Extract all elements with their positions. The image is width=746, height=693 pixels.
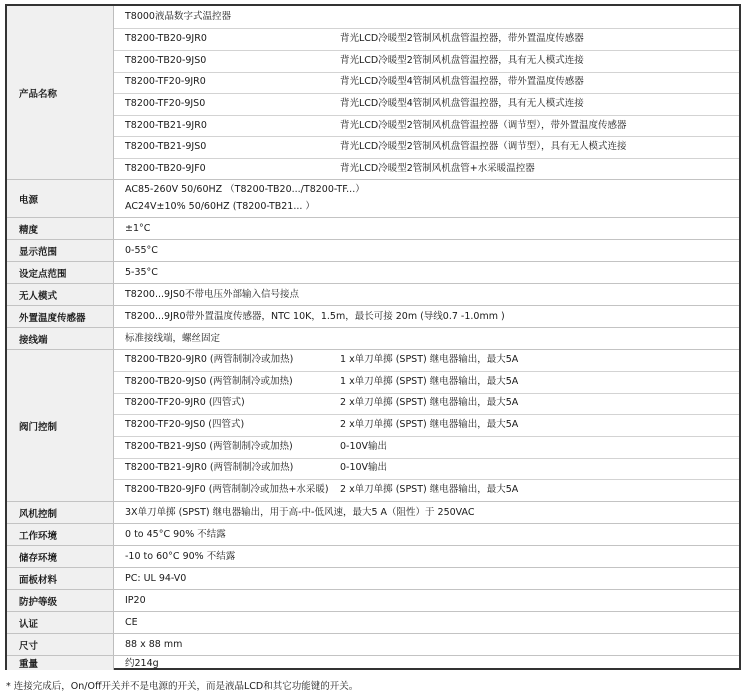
protection-value: IP20 bbox=[125, 595, 146, 606]
valve-output: 0-10V输出 bbox=[340, 441, 388, 452]
product-model-desc: 背光LCD冷暖型2管制风机盘管温控器，具有无人模式连接 bbox=[340, 55, 584, 66]
external-sensor-label: 外置温度传感器 bbox=[7, 306, 114, 327]
product-model-code: T8200-TF20-9JR0 bbox=[125, 76, 206, 87]
terminal-value: 标准接线端，螺丝固定 bbox=[125, 333, 221, 344]
product-model-code: T8200-TB20-9JF0 bbox=[125, 163, 206, 174]
valve-output: 1 x单刀单掷 (SPST) 继电器输出，最大5A bbox=[340, 354, 519, 365]
size-label: 尺寸 bbox=[7, 634, 114, 655]
size-value: 88 x 88 mm bbox=[125, 639, 183, 650]
spec-table bbox=[5, 4, 741, 670]
unoccupied-value: T8200...9JS0不带电压外部输入信号接点 bbox=[125, 289, 299, 300]
protection-label: 防护等级 bbox=[7, 590, 114, 611]
power-line-1: AC85-260V 50/60HZ （T8200-TB20.../T8200-TF...） bbox=[125, 184, 365, 195]
valve-model: T8200-TB20-9JF0 (两管制制冷或加热+水采暖) bbox=[125, 484, 329, 495]
storage-value: -10 to 60°C 90% 不结露 bbox=[125, 551, 236, 562]
product-model-code: T8200-TB20-9JS0 bbox=[125, 55, 207, 66]
product-model-code: T8200-TB20-9JR0 bbox=[125, 33, 207, 44]
valve-label: 阀门控制 bbox=[7, 350, 114, 501]
product-model-desc: 背光LCD冷暖型2管制风机盘管温控器（调节型），具有无人模式连接 bbox=[340, 141, 627, 152]
material-value: PC: UL 94-V0 bbox=[125, 573, 187, 584]
material-label: 面板材料 bbox=[7, 568, 114, 589]
product-model-desc: 背光LCD冷暖型4管制风机盘管温控器，带外置温度传感器 bbox=[340, 76, 584, 87]
certification-label: 认证 bbox=[7, 612, 114, 633]
valve-model: T8200-TB21-9JS0 (两管制制冷或加热) bbox=[125, 441, 293, 452]
valve-output: 2 x单刀单掷 (SPST) 继电器输出，最大5A bbox=[340, 419, 519, 430]
external-sensor-value: T8200...9JR0带外置温度传感器，NTC 10K，1.5m，最长可接 20m (导线0.7 -1.0mm ) bbox=[125, 311, 505, 322]
product-label: 产品名称 bbox=[7, 6, 114, 179]
product-header: T8000液晶数字式温控器 bbox=[125, 11, 231, 22]
valve-output: 2 x单刀单掷 (SPST) 继电器输出，最大5A bbox=[340, 397, 519, 408]
setpoint-range-label: 设定点范围 bbox=[7, 262, 114, 283]
weight-label: 重量 bbox=[7, 656, 114, 670]
setpoint-range-value: 5-35°C bbox=[125, 267, 158, 278]
product-model-desc: 背光LCD冷暖型2管制风机盘管温控器，带外置温度传感器 bbox=[340, 33, 584, 44]
product-model-code: T8200-TF20-9JS0 bbox=[125, 98, 206, 109]
unoccupied-label: 无人模式 bbox=[7, 284, 114, 305]
storage-label: 储存环境 bbox=[7, 546, 114, 567]
accuracy-label: 精度 bbox=[7, 218, 114, 239]
product-model-desc: 背光LCD冷暖型4管制风机盘管温控器，具有无人模式连接 bbox=[340, 98, 584, 109]
accuracy-value: ±1°C bbox=[125, 223, 151, 234]
valve-model: T8200-TB21-9JR0 (两管制制冷或加热) bbox=[125, 462, 294, 473]
environment-value: 0 to 45°C 90% 不结露 bbox=[125, 529, 226, 540]
valve-output: 0-10V输出 bbox=[340, 462, 388, 473]
valve-model: T8200-TF20-9JR0 (四管式) bbox=[125, 397, 245, 408]
terminal-label: 接线端 bbox=[7, 328, 114, 349]
valve-output: 2 x单刀单掷 (SPST) 继电器输出，最大5A bbox=[340, 484, 519, 495]
environment-label: 工作环境 bbox=[7, 524, 114, 545]
valve-model: T8200-TF20-9JS0 (四管式) bbox=[125, 419, 245, 430]
power-line-2: AC24V±10% 50/60HZ (T8200-TB21... ） bbox=[125, 201, 315, 212]
product-model-code: T8200-TB21-9JR0 bbox=[125, 120, 207, 131]
fan-value: 3X单刀单掷 (SPST) 继电器输出，用于高-中-低风速，最大5 A（阻性）于 250VAC bbox=[125, 507, 475, 518]
certification-value: CE bbox=[125, 617, 138, 628]
valve-model: T8200-TB20-9JS0 (两管制制冷或加热) bbox=[125, 376, 293, 387]
display-range-value: 0-55°C bbox=[125, 245, 158, 256]
power-label: 电源 bbox=[7, 180, 114, 217]
fan-label: 风机控制 bbox=[7, 502, 114, 523]
product-model-desc: 背光LCD冷暖型2管制风机盘管+水采暖温控器 bbox=[340, 163, 535, 174]
product-model-desc: 背光LCD冷暖型2管制风机盘管温控器（调节型），带外置温度传感器 bbox=[340, 120, 627, 131]
footnote: * 连接完成后，On/Off开关并不是电源的开关，而是液晶LCD和其它功能键的开关。 bbox=[6, 681, 359, 692]
weight-value: 约214g bbox=[125, 658, 159, 669]
valve-model: T8200-TB20-9JR0 (两管制制冷或加热) bbox=[125, 354, 294, 365]
product-model-code: T8200-TB21-9JS0 bbox=[125, 141, 207, 152]
display-range-label: 显示范围 bbox=[7, 240, 114, 261]
valve-output: 1 x单刀单掷 (SPST) 继电器输出，最大5A bbox=[340, 376, 519, 387]
